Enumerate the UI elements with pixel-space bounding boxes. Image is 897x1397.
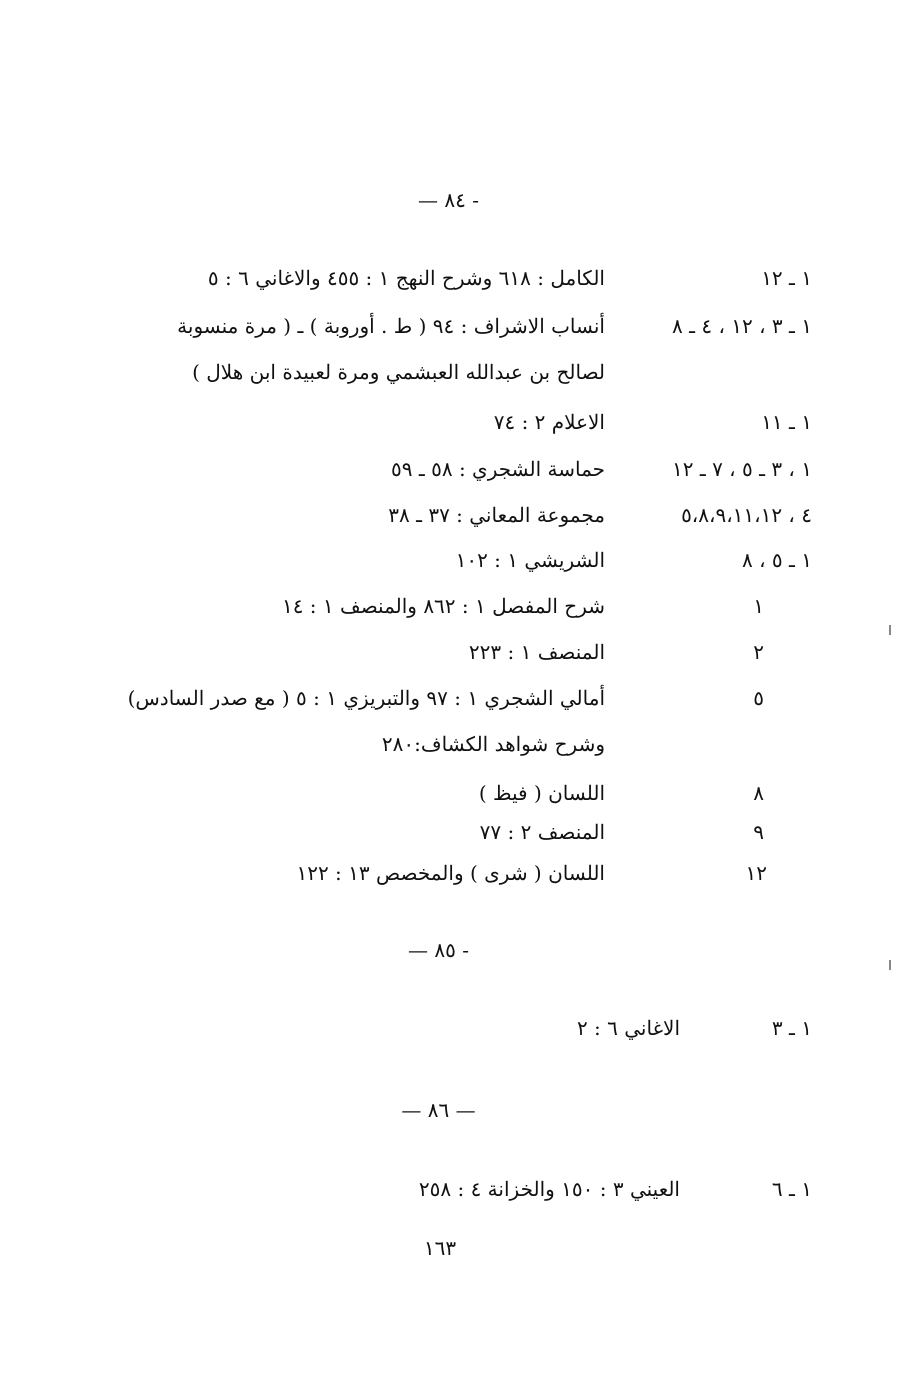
verse-ref: ١ — [753, 594, 764, 618]
source-text: اللسان ( شرى ) والمخصص ١٣ : ١٢٢ — [296, 861, 605, 885]
verse-ref: ١ ـ ٥ ، ٨ — [742, 548, 812, 572]
verse-ref: ١ ـ ٣ — [771, 1016, 812, 1040]
verse-ref: ٥ — [753, 686, 764, 710]
source-text: لصالح بن عبدالله العبشمي ومرة لعبيدة ابن هلال ) — [192, 360, 605, 384]
verse-ref: ١ ، ٣ ـ ٥ ، ٧ ـ ١٢ — [672, 457, 812, 481]
page-number: ١٦٣ — [423, 1236, 457, 1260]
verse-ref: ١٢ — [745, 861, 767, 885]
verse-ref: ٨ — [753, 781, 764, 805]
source-text: حماسة الشجري : ٥٨ ـ ٥٩ — [391, 457, 605, 481]
source-text: مجموعة المعاني : ٣٧ ـ ٣٨ — [388, 503, 605, 527]
source-text: أنساب الاشراف : ٩٤ ( ط . أوروبة ) ـ ( مرة منسوبة — [177, 314, 605, 338]
verse-ref: ١ ـ ٣ ، ١٢ ، ٤ ـ ٨ — [672, 314, 812, 338]
source-text: الشريشي ١ : ١٠٢ — [455, 548, 605, 572]
verse-ref: ٢ — [753, 640, 764, 664]
verse-ref: ١ ـ ٦ — [771, 1177, 812, 1201]
source-text: العيني ٣ : ١٥٠ والخزانة ٤ : ٢٥٨ — [418, 1177, 680, 1201]
scan-artifact — [889, 625, 891, 635]
verse-ref: ٤ ، ٥،٨،٩،١١،١٢ — [681, 503, 812, 527]
source-text: المنصف ٢ : ٧٧ — [479, 820, 605, 844]
verse-ref: ٩ — [753, 820, 764, 844]
section-heading-84: — ٨٤ - — [418, 188, 479, 212]
section-heading-86: — ٨٦ — — [401, 1098, 476, 1122]
source-text: اللسان ( فيظ ) — [478, 781, 605, 805]
verse-ref: ١ ـ ١٢ — [761, 266, 812, 290]
source-text: الكامل : ٦١٨ وشرح النهج ١ : ٤٥٥ والاغاني ٦ : ٥ — [207, 266, 605, 290]
verse-ref: ١ ـ ١١ — [761, 410, 812, 434]
scan-artifact — [889, 960, 891, 970]
source-text: أمالي الشجري ١ : ٩٧ والتبريزي ١ : ٥ ( مع صدر السادس) — [127, 686, 605, 710]
section-heading-85: — ٨٥ - — [408, 938, 469, 962]
source-text: شرح المفصل ١ : ٨٦٢ والمنصف ١ : ١٤ — [281, 594, 605, 618]
source-text: الاعلام ٢ : ٧٤ — [493, 410, 605, 434]
source-text: الاغاني ٦ : ٢ — [576, 1016, 680, 1040]
source-text: وشرح شواهد الكشاف:٢٨٠ — [381, 732, 605, 756]
source-text: المنصف ١ : ٢٢٣ — [468, 640, 605, 664]
